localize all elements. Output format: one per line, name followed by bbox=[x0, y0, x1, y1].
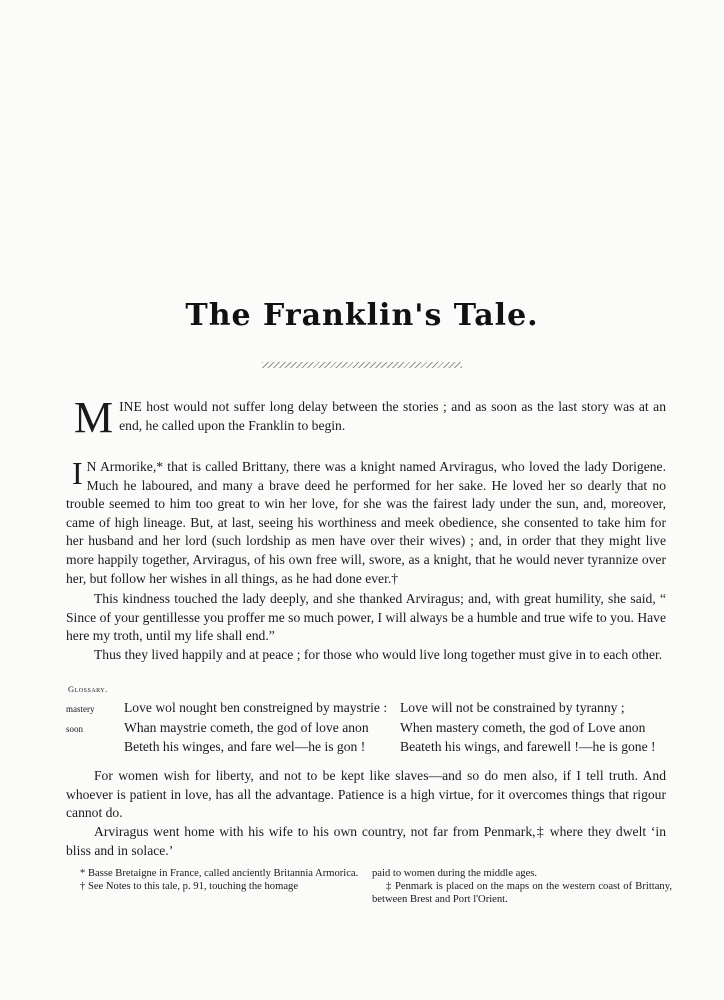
page-title: The Franklin's Tale. bbox=[185, 298, 539, 333]
verse-original: Love wol nought ben constreigned by maystrie : bbox=[124, 700, 388, 715]
drop-cap: I bbox=[72, 455, 83, 491]
ornamental-rule bbox=[262, 362, 462, 368]
glossary-label: Glossary. bbox=[68, 684, 108, 694]
paragraph-text: N Armorike,* that is called Brittany, there was a knight named Arviragus, who loved the lady Dorigene. Much he laboured, and many a brave deed he performed for her sake. He loved her so dearly that no trouble seemed to him too great to win her love, for she was the fairest lady under the sun, and, moreover, came of high lineage. But, at last, seeing his worthiness and meek obedience, she consented to take him for her husband and her lord (such lordship as men have over their wives) ; and, in order that they might live more happily together, Arviragus, of his own free will, swore, as a knight, that he would never tyrannize over her, but follow her wishes in all things, as he had done ever.† bbox=[66, 459, 666, 586]
glossary-row bbox=[0, 720, 724, 738]
intro-text: INE host would not suffer long delay between the stories ; and as soon as the last story was at an end, he called upon the Franklin to begin. bbox=[119, 399, 666, 433]
body-paragraph-5: Arviragus went home with his wife to his own country, not far from Penmark,‡ where they dwelt ‘in bliss and in solace.’ bbox=[66, 824, 666, 858]
verse-modern: When mastery cometh, the god of Love anon bbox=[400, 720, 646, 735]
glossary-word: soon bbox=[66, 724, 84, 734]
body-paragraph-2: This kindness touched the lady deeply, and she thanked Arviragus; and, with great humility, she said, “ Since of your gentillesse you proffer me so much power, I will always be a humble and true wife to you. Have here my troth, until my life shall end.” bbox=[66, 591, 666, 644]
footnote: ‡ Penmark is placed on the maps on the western coast of Brittany, between Brest and Port l'Orient. bbox=[372, 881, 672, 905]
footnotes-right bbox=[372, 867, 672, 906]
body-paragraph-4: For women wish for liberty, and not to be kept like slaves—and so do men also, if I tell truth. And whoever is patient in love, has all the advantage. Patience is a high virtue, for it overcomes things that rigour cannot do. bbox=[66, 768, 666, 821]
verse-original: Beteth his winges, and fare wel—he is gon ! bbox=[124, 739, 366, 754]
body-paragraph-1 bbox=[66, 455, 666, 588]
footnote-continuation: paid to women during the middle ages. bbox=[372, 868, 538, 879]
verse-original: Whan maystrie cometh, the god of love anon bbox=[124, 720, 369, 735]
footnote: * Basse Bretaigne in France, called anciently Britannia Armorica. bbox=[80, 868, 359, 879]
drop-cap: M bbox=[74, 393, 114, 442]
footnotes-left bbox=[66, 867, 360, 893]
footnote: † See Notes to this tale, p. 91, touching the homage bbox=[80, 881, 299, 892]
verse-modern: Beateth his wings, and farewell !—he is gone ! bbox=[400, 739, 656, 754]
intro-paragraph bbox=[66, 393, 666, 442]
verse-modern: Love will not be constrained by tyranny ; bbox=[400, 700, 625, 715]
glossary-row bbox=[0, 739, 724, 757]
body-paragraph-3: Thus they lived happily and at peace ; for those who would live long together must give in to each other. bbox=[94, 647, 663, 662]
glossary-word: mastery bbox=[66, 704, 95, 714]
glossary-row bbox=[0, 700, 724, 718]
